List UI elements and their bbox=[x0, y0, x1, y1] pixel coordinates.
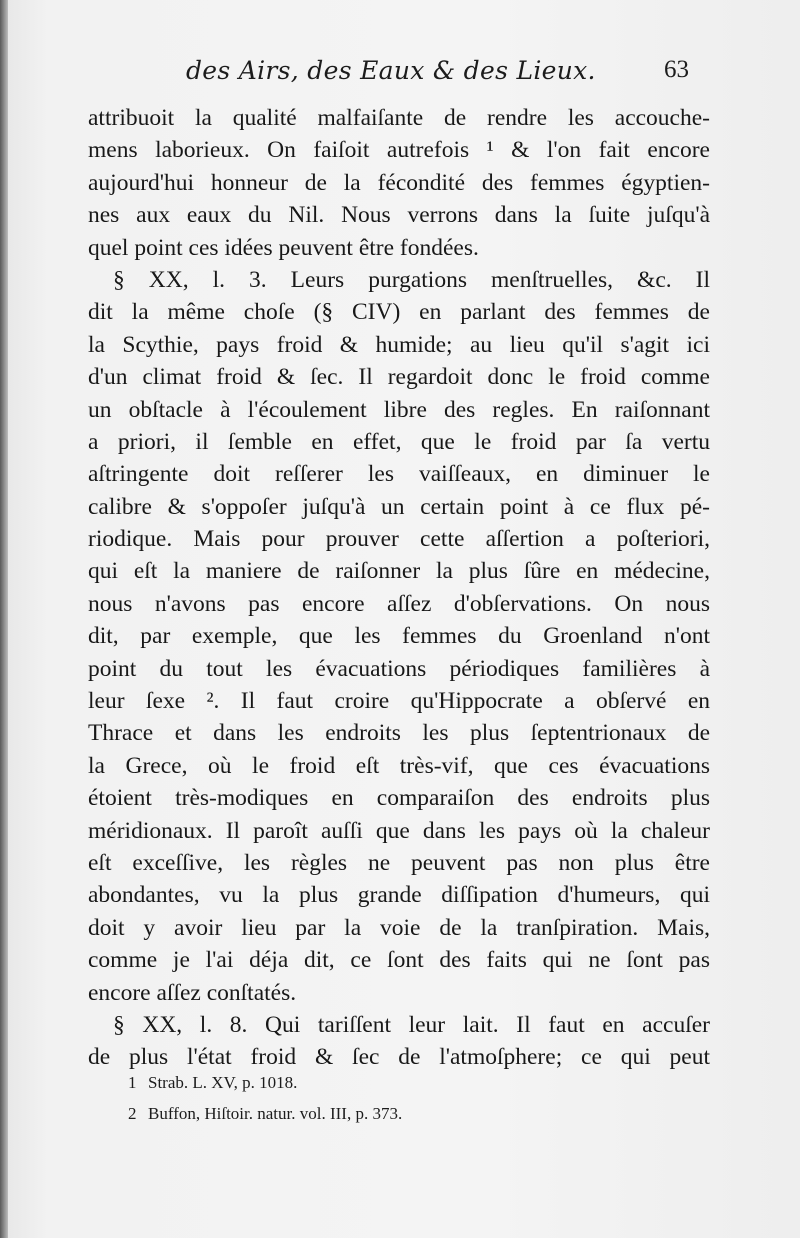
text-line: dit la même choſe (§ CIV) en parlant des femmes de bbox=[88, 299, 710, 326]
footnote bbox=[128, 1067, 688, 1098]
text-line: point du tout les évacuations périodiques familières à bbox=[88, 655, 710, 682]
text-line: abondantes, vu la plus grande diſſipation d'humeurs, qui bbox=[88, 882, 710, 909]
footnote-text: Strab. L. XV, p. 1018. bbox=[148, 1073, 298, 1092]
page-binding-shadow bbox=[0, 0, 8, 1238]
text-line: leur ſexe ². Il faut croire qu'Hippocrate a obſervé en bbox=[88, 688, 710, 715]
text-line: mens laborieux. On faiſoit autrefois ¹ & l'on fait encore bbox=[88, 137, 710, 164]
footnotes bbox=[128, 1067, 688, 1129]
text-line: § XX, l. 3. Leurs purgations menſtruelles, &c. Il bbox=[113, 266, 710, 293]
text-line: attribuoit la qualité malfaiſante de rendre les accouche- bbox=[88, 105, 710, 131]
text-line: étoient très-modiques en comparaiſon des endroits plus bbox=[88, 785, 710, 812]
text-line: § XX, l. 8. Qui tariſſent leur lait. Il faut en accuſer bbox=[113, 1011, 710, 1038]
text-line: Thrace et dans les endroits les plus ſeptentrionaux de bbox=[88, 720, 710, 747]
text-line: nes aux eaux du Nil. Nous verrons dans la ſuite juſqu'à bbox=[88, 202, 710, 229]
text-line: qui eſt la maniere de raiſonner la plus ſûre en médecine, bbox=[88, 558, 710, 585]
footnote-number: 2 bbox=[128, 1104, 137, 1123]
text-line: a priori, il ſemble en effet, que le froid par ſa vertu bbox=[88, 428, 710, 455]
text-line: nous n'avons pas encore aſſez d'obſervations. On nous bbox=[88, 590, 710, 617]
text-line: aujourd'hui honneur de la fécondité des femmes égyptien- bbox=[88, 169, 710, 196]
text-line: la Scythie, pays froid & humide; au lieu qu'il s'agit ici bbox=[88, 331, 710, 358]
text-line: eſt exceſſive, les règles ne peuvent pas non plus être bbox=[88, 849, 710, 876]
page-number: 63 bbox=[664, 56, 689, 83]
text-line: dit, par exemple, que les femmes du Groenland n'ont bbox=[88, 623, 710, 650]
text-line: la Grece, où le froid eſt très-vif, que ces évacuations bbox=[88, 752, 710, 779]
text-line: encore aſſez conſtatés. bbox=[88, 979, 297, 1006]
text-line: comme je l'ai déja dit, ce ſont des faits qui ne ſont pas bbox=[88, 947, 710, 974]
text-line: calibre & s'oppoſer juſqu'à un certain point à ce flux pé- bbox=[88, 493, 710, 520]
page-header bbox=[186, 56, 689, 96]
footnote bbox=[128, 1098, 688, 1129]
text-line: de plus l'état froid & ſec de l'atmoſphere; ce qui peut bbox=[88, 1044, 710, 1071]
text-line: un obſtacle à l'écoulement libre des regles. En raiſonnant bbox=[88, 396, 710, 423]
text-line: quel point ces idées peuvent être fondées. bbox=[88, 234, 479, 261]
text-line: méridionaux. Il paroît auſſi que dans les pays où la chaleur bbox=[88, 817, 710, 844]
text-line: d'un climat froid & ſec. Il regardoit donc le froid comme bbox=[88, 364, 710, 391]
footnote-text: Buffon, Hiſtoir. natur. vol. III, p. 373. bbox=[148, 1104, 403, 1123]
text-line: doit y avoir lieu par la voie de la tranſpiration. Mais, bbox=[88, 914, 710, 941]
body-text bbox=[88, 102, 710, 1074]
text-line: aſtringente doit reſſerer les vaiſſeaux, en diminuer le bbox=[88, 461, 710, 488]
text-line: riodique. Mais pour prouver cette aſſertion a poſteriori, bbox=[88, 526, 710, 553]
footnote-number: 1 bbox=[128, 1073, 137, 1092]
running-title: des Airs, des Eaux & des Lieux. bbox=[186, 56, 596, 85]
